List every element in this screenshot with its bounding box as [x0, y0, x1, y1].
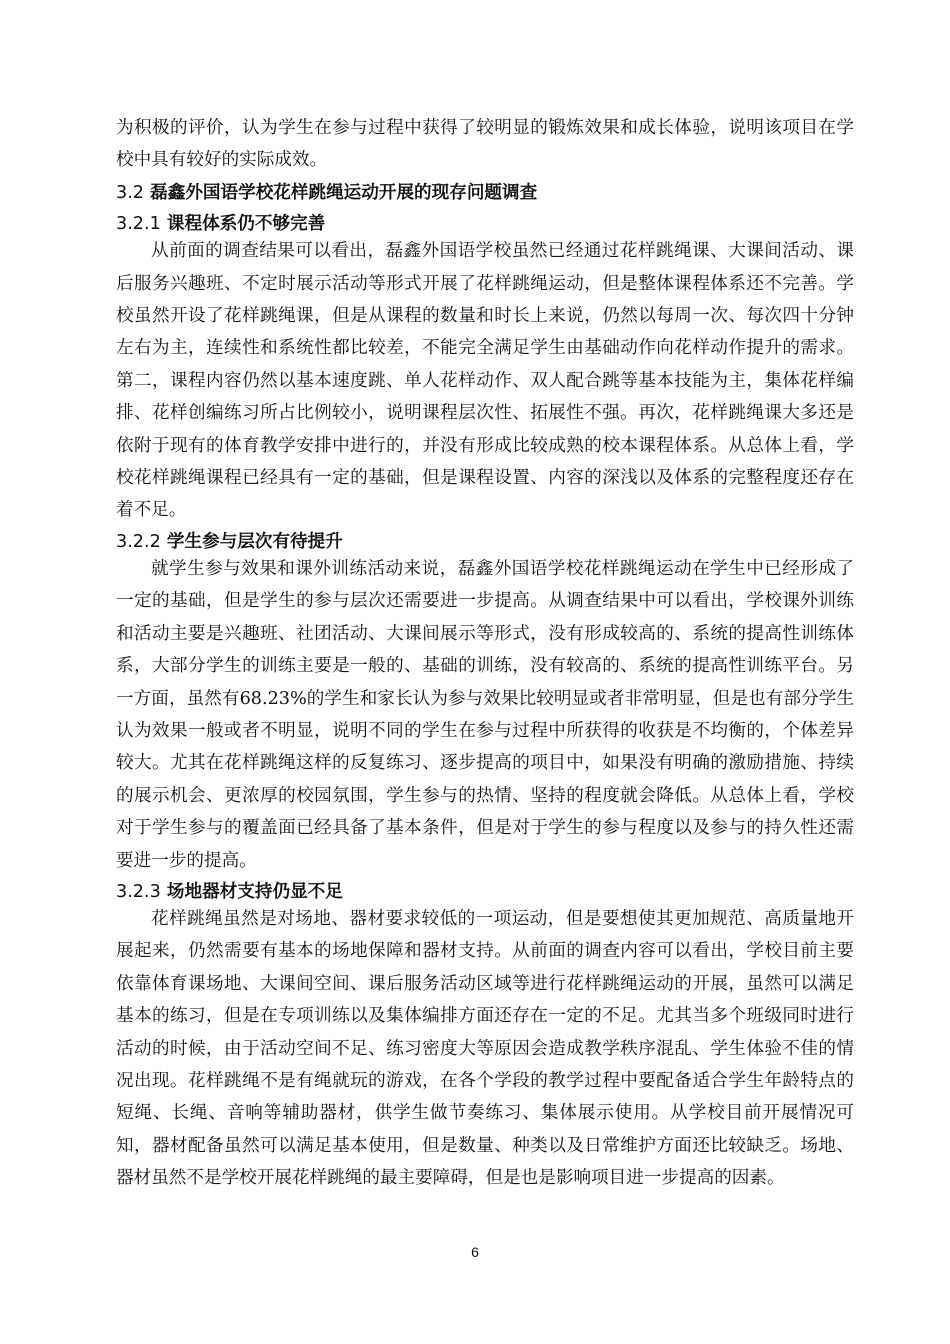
heading-text: 场地器材支持仍显不足 [166, 881, 343, 902]
paragraph-continued: 为积极的评价，认为学生在参与过程中获得了较明显的锻炼效果和成长体验，说明该项目在学校中具有较好的实际成效。 [116, 118, 854, 171]
heading-text: 磊鑫外国语学校花样跳绳运动开展的现存问题调查 [150, 182, 538, 203]
heading-number: 3.2.2 [116, 531, 161, 552]
paragraph-curriculum: 从前面的调查结果可以看出，磊鑫外国语学校虽然已经通过花样跳绳课、大课间活动、课后服务兴趣班、不定时展示活动等形式开展了花样跳绳运动，但是整体课程体系还不完善。学校虽然开设了花样跳绳课，但是从课程的数量和时长上来说，仍然以每周一次、每次四十分钟左右为主，连续性和系统性都比较差，不能完全满足学生由基础动作向花样动作提升的需求。第二，课程内容仍然以基本速度跳、单人花样动作、双人配合跳等基本技能为主，集体花样编排、花样创编练习所占比例较小，说明课程层次性、拓展性不强。再次，花样跳绳课大多还是依附于现有的体育教学安排中进行的，并没有形成比较成熟的校本课程体系。从总体上看，学校花样跳绳课程已经具有一定的基础，但是课程设置、内容的深浅以及体系的完整程度还存在着不足。 [116, 241, 854, 521]
heading-text: 课程体系仍不够完善 [166, 214, 326, 235]
heading-number: 3.2.1 [116, 214, 161, 235]
subsection-heading-3-2-1 [116, 209, 854, 235]
page-number: 6 [471, 1244, 479, 1260]
subsection-heading-3-2-2 [116, 527, 854, 553]
heading-number: 3.2 [116, 182, 144, 203]
paragraph-participation: 就学生参与效果和课外训练活动来说，磊鑫外国语学校花样跳绳运动在学生中已经形成了一定的基础，但是学生的参与层次还需要进一步提高。从调查结果中可以看出，学校课外训练和活动主要是兴趣班、社团活动、大课间展示等形式，没有形成较高的、系统的提高性训练体系，大部分学生的训练主要是一般的、基础的训练，没有较高的、系统的提高性训练平台。另一方面，虽然有68.23%的学生和家长认为参与效果比较明显或者非常明显，但是也有部分学生认为效果一般或者不明显，说明不同的学生在参与过程中所获得的收获是不均衡的，个体差异较大。尤其在花样跳绳这样的反复练习、逐步提高的项目中，如果没有明确的激励措施、持续的展示机会、更浓厚的校园氛围，学生参与的热情、坚持的程度就会降低。从总体上看，学校对于学生参与的覆盖面已经具备了基本条件，但是对于学生的参与程度以及参与的持久性还需要进一步的提高。 [116, 558, 854, 871]
heading-number: 3.2.3 [116, 881, 161, 902]
section-heading-3-2 [116, 177, 854, 209]
subsection-heading-3-2-3 [116, 877, 854, 903]
page-body [116, 112, 854, 1195]
paragraph-facilities: 花样跳绳虽然是对场地、器材要求较低的一项运动，但是要想使其更加规范、高质量地开展起来，仍然需要有基本的场地保障和器材支持。从前面的调查内容可以看出，学校目前主要依靠体育课场地、大课间空间、课后服务活动区域等进行花样跳绳运动的开展，虽然可以满足基本的练习，但是在专项训练以及集体编排方面还存在一定的不足。尤其当多个班级同时进行活动的时候，由于活动空间不足、练习密度大等原因会造成教学秩序混乱、学生体验不佳的情况出现。花样跳绳不是有绳就玩的游戏，在各个学段的教学过程中要配备适合学生年龄特点的短绳、长绳、音响等辅助器材，供学生做节奏练习、集体展示使用。从学校目前开展情况可知，器材配备虽然可以满足基本使用，但是数量、种类以及日常维护方面还比较缺乏。场地、器材虽然不是学校开展花样跳绳的最主要障碍，但是也是影响项目进一步提高的因素。 [116, 908, 854, 1189]
heading-text: 学生参与层次有待提升 [166, 531, 343, 552]
